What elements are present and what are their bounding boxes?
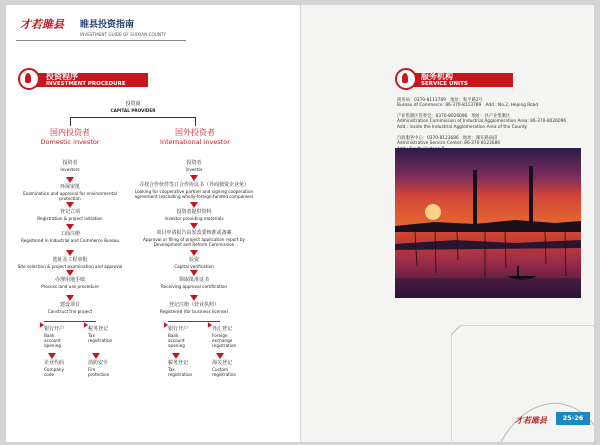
- foreign-step-cn: 验资: [188, 257, 199, 263]
- domestic-branch-cn: 企业代码: [44, 360, 65, 366]
- domestic-branch-cn: 银行开户: [44, 326, 65, 332]
- foreign-step-cn: 寻找合作伙伴签订合作协议书（外商独资企业免）: [138, 182, 249, 188]
- flow-arrow-icon: [190, 250, 198, 256]
- flow-arrow-icon: [190, 295, 198, 301]
- domestic-step-en: Construct the project: [47, 309, 93, 314]
- foreign-step-en: Receiving approval certification: [160, 284, 228, 289]
- section-subtitle: SERVICE UNITS: [421, 81, 468, 87]
- flow-arrow-icon: [190, 202, 198, 208]
- foreign-branch-cn: 海关登记: [212, 360, 233, 366]
- flow-arrow-icon: [66, 224, 74, 230]
- unit-line: Administration Commission of Industrial Agglomeration Area: 86-370-8026096: [397, 119, 567, 125]
- domestic-step-en: Process land use procedure: [41, 284, 99, 289]
- left-page: [6, 5, 300, 442]
- domestic-title-cn: 国内投资者: [50, 128, 90, 137]
- domestic-branch-en: Company code: [44, 367, 64, 377]
- section-subtitle: INVESTMENT PROCEDURE: [46, 81, 126, 87]
- flow-arrow-icon: [66, 177, 74, 183]
- domestic-step-en: Investors: [60, 167, 80, 172]
- sunset-lake-photo: [395, 148, 581, 298]
- section-logo-icon: [18, 68, 40, 90]
- foreign-step-en: Looking for cooperative partner and signing cooperation agreement (excluding wholly-foreign-funded companies): [134, 189, 254, 199]
- unit-line: Add.: inside the Industrial Agglomeration Area of the County: [397, 124, 528, 130]
- flow-arrow-icon: [66, 295, 74, 301]
- domestic-step-en: Registered in Industrial and Commerce Bureau: [20, 238, 120, 243]
- provider-bracket: [70, 117, 196, 126]
- flow-arrow-icon: [190, 270, 198, 276]
- foreign-branch-en: Bank account opening: [168, 333, 185, 348]
- flow-arrow-icon: [216, 353, 224, 359]
- domestic-step-en: Registration & project initiation: [37, 216, 103, 221]
- domestic-step-en: Site selection & project examination and approval: [17, 264, 123, 269]
- domestic-step-cn: 登记立项: [59, 209, 80, 215]
- foreign-branch-cn: 税务登记: [168, 360, 189, 366]
- foreign-step-en: Capital verification: [174, 264, 214, 269]
- domestic-branch-en: Bank account opening: [44, 333, 61, 348]
- domestic-branch-en: Tax registration: [88, 333, 113, 343]
- domestic-branch-cn: 消防安全: [88, 360, 109, 366]
- foreign-step-cn: 投资者: [186, 160, 202, 166]
- domestic-step-cn: 办理用地手续: [54, 277, 85, 283]
- section-logo-icon: [395, 68, 417, 90]
- domestic-branch-en: Fire protection: [88, 367, 110, 377]
- brand-logo-script: 才若雎县: [20, 18, 64, 31]
- branch-line: [168, 321, 220, 322]
- foreign-branch-cn: 银行开户: [168, 326, 189, 332]
- section-title: 服务机构: [421, 72, 453, 81]
- footer-brand-script: 才若雎县: [515, 415, 547, 425]
- flow-arrow-icon: [190, 175, 198, 181]
- unit-line: Bureau of Commerce: 86-370-8113789 Add.: No.2, Heping Road: [397, 103, 539, 109]
- foreign-step-cn: 投资者提供资料: [176, 209, 212, 215]
- domestic-step-cn: 环保审批: [59, 184, 80, 190]
- guide-subtitle: INVESTMENT GUIDE OF SUIXIAN COUNTY: [80, 32, 167, 37]
- foreign-title-cn: 国外投资者: [175, 128, 215, 137]
- domestic-step-cn: 工商注册: [59, 231, 80, 237]
- page-number: 25-26: [556, 412, 590, 425]
- domestic-step-en: Examination and approval for environmental protection: [23, 191, 117, 201]
- foreign-branch-en: Custom registration: [212, 367, 237, 377]
- unit-admin-commission: [397, 114, 566, 130]
- foreign-branch-en: Foreign exchange registration: [212, 333, 237, 348]
- foreign-step-en: Investor providing materials: [164, 216, 224, 221]
- section-title: 投资程序: [46, 72, 78, 81]
- flow-arrow-icon: [190, 223, 198, 229]
- foreign-branch-en: Tax registration: [168, 367, 193, 377]
- foreign-step-cn: 登记注册（营业执照）: [168, 302, 219, 308]
- header-divider: [16, 40, 186, 41]
- unit-commerce-bureau: [397, 98, 538, 109]
- domestic-title-en: Domestic investor: [40, 138, 100, 146]
- foreign-step-en: Approval or filing of project application report by Development and Reform Commission: [142, 237, 246, 247]
- provider-label-en: CAPITAL PROVIDER: [110, 108, 156, 113]
- flow-arrow-icon: [48, 353, 56, 359]
- flow-arrow-icon: [66, 270, 74, 276]
- foreign-branch-cn: 外汇登记: [212, 326, 233, 332]
- domestic-step-cn: 建设项目: [59, 302, 80, 308]
- unit-line: 商务局：0370-8113789 地址：和平路2号: [397, 98, 483, 103]
- foreign-title-en: International investor: [160, 138, 230, 146]
- unit-line: Administrative Service Center: 86-370-8123686: [397, 141, 500, 147]
- foreign-step-cn: 领取批准证书: [178, 277, 209, 283]
- unit-line: 行政服务中心：0370-8123686 地址：湖东路南段: [397, 136, 498, 141]
- branch-line: [44, 321, 96, 322]
- provider-label-cn: 投资商: [125, 101, 141, 107]
- flow-arrow-icon: [172, 353, 180, 359]
- domestic-step-cn: 投资者: [62, 160, 78, 166]
- flow-arrow-icon: [92, 353, 100, 359]
- right-page: [301, 5, 594, 442]
- foreign-step-en: Registered (for business license): [159, 309, 229, 314]
- guide-title: 睢县投资指南: [80, 20, 135, 30]
- domestic-step-cn: 选址及工程审批: [52, 257, 88, 263]
- foreign-step-cn: 项目申请报告由发改委核准或备案: [156, 230, 232, 236]
- unit-line: 产业集聚区管委会：0370-8026096 地址：县产业集聚区: [397, 114, 511, 119]
- flow-arrow-icon: [66, 250, 74, 256]
- domestic-branch-cn: 税务登记: [88, 326, 109, 332]
- flow-arrow-icon: [66, 202, 74, 208]
- foreign-step-en: Investor: [185, 167, 203, 172]
